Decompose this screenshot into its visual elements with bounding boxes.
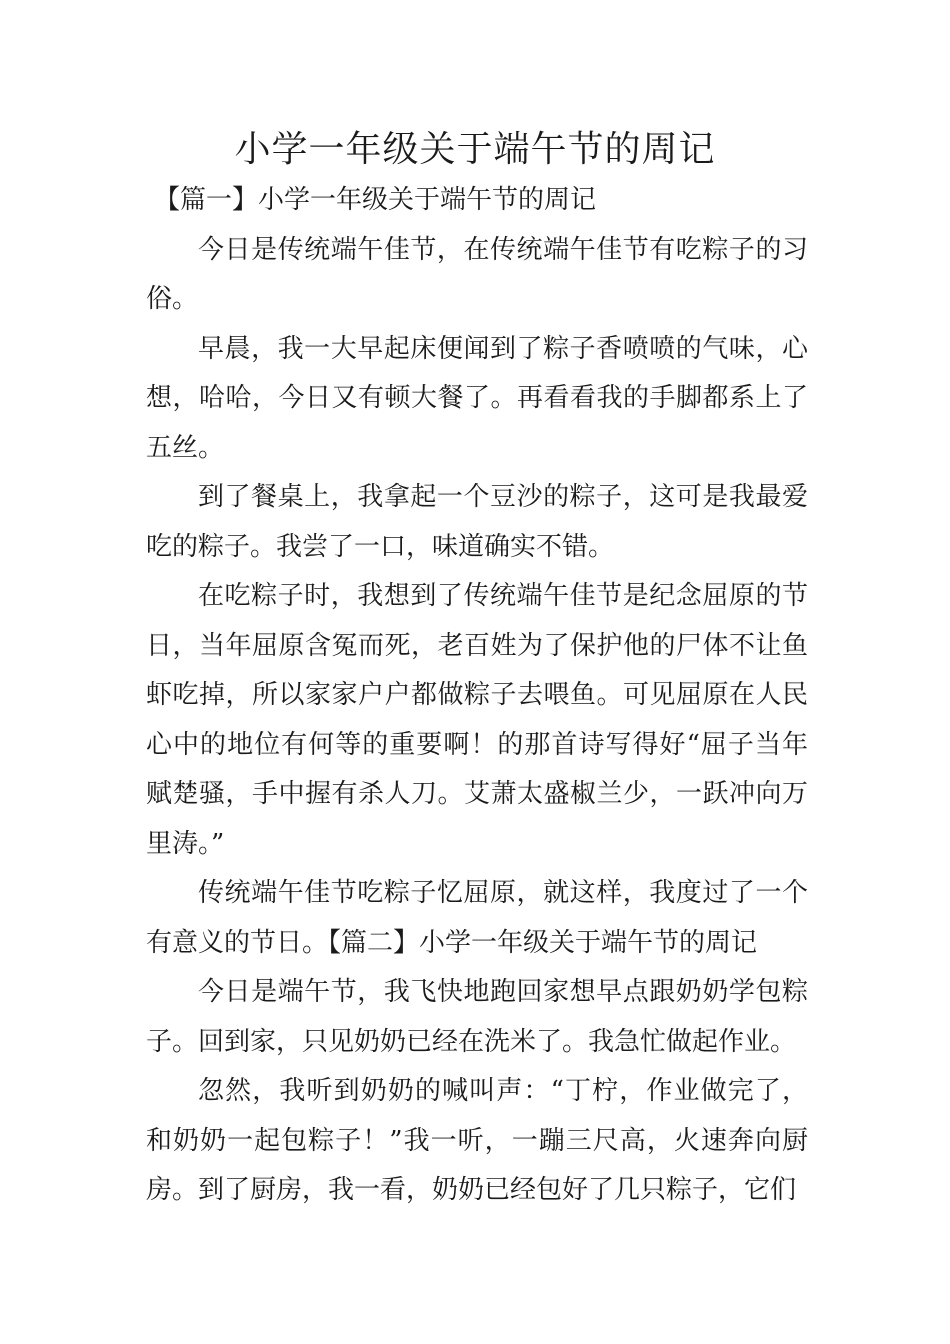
paragraph: 早晨，我一大早起床便闻到了粽子香喷喷的气味，心想，哈哈，今日又有顿大餐了。再看看我的手脚都系上了五丝。 [146,333,808,463]
paragraph: 在吃粽子时，我想到了传统端午佳节是纪念屈原的节日，当年屈原含冤而死，老百姓为了保护他的尸体不让鱼虾吃掉，所以家家户户都做粽子去喂鱼。可见屈原在人民心中的地位有何等的重要啊！的那首诗写得好“屈子当年赋楚骚，手中握有杀人刀。艾萧太盛椒兰少，一跃冲向万里涛。” [146,581,808,859]
paragraph: 到了餐桌上，我拿起一个豆沙的粽子，这可是我最爱吃的粽子。我尝了一口，味道确实不错。 [146,482,808,562]
document-title: 小学一年级关于端午节的周记 [234,129,716,170]
paragraph: 传统端午佳节吃粽子忆屈原，就这样，我度过了一个有意义的节日。【篇二】小学一年级关于端午节的周记 [146,878,808,958]
document-body [146,176,808,1216]
paragraph: 忽然，我听到奶奶的喊叫声：“丁柠，作业做完了，和奶奶一起包粽子！”我一听，一蹦三尺高，火速奔向厨房。到了厨房，我一看，奶奶已经包好了几只粽子，它们 [146,1076,808,1205]
section-heading: 【篇一】小学一年级关于端午节的周记 [154,185,597,215]
paragraph: 今日是传统端午佳节，在传统端午佳节有吃粽子的习俗。 [146,234,808,314]
paragraph: 今日是端午节，我飞快地跑回家想早点跟奶奶学包粽子。回到家，只见奶奶已经在洗米了。我急忙做起作业。 [146,977,808,1057]
